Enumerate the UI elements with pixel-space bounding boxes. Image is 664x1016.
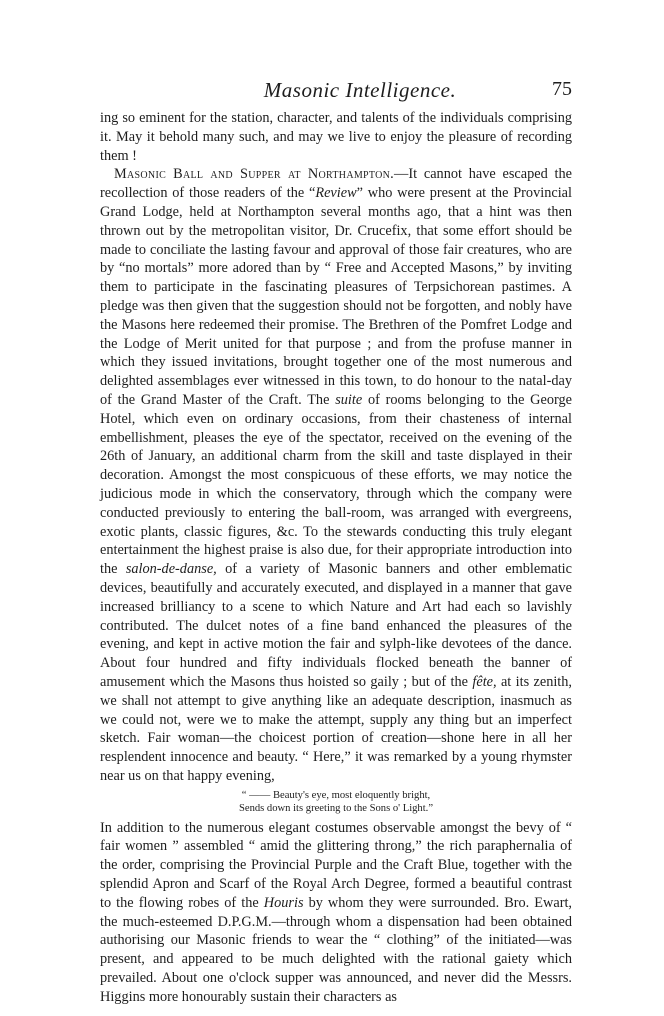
italic-houris: Houris [263,894,304,911]
italic-fete: fête, [472,673,497,690]
paragraph-masonic-ball [100,165,572,785]
paragraph-text: —It cannot have escaped the recollection of those readers of the “ [100,166,572,202]
running-title: Masonic Intelligence. [263,78,457,102]
page-header [100,78,572,106]
article-body [100,109,572,1007]
page-number: 75 [552,78,572,100]
paragraph-text: ” who were present at the Provincial Grand Lodge, held at Northampton several months ago, that a hint was then thrown out by the metropolitan visitor, Dr. Crucefix, that some effort should be made to conciliate the lasting favour and approval of those fair creatures, who are by “no mortals” more adored than by “ Free and Accepted Masons,” by inviting them to participate in the fascinating pleasures of Terpsichorean pastimes. A pledge was then given that the suggestion should not be forgotten, and nobly have the Masons here redeemed their promise. The Brethren of the Pomfret Lodge and the Lodge of Merit united for that purpose ; and from the profuse manner in which they issued invitations, brought together one of the most numerous and delighted assemblages ever witnessed in this town, to do honour to the natal-day of the Grand Master of the Craft. The [100,185,572,408]
verse-line: Sends down its greeting to the Sons o' Light.” [238,802,434,814]
paragraph-text: In addition to the numerous elegant costumes observable amongst the bevy of “ fair women ” assembled “ amid the glittering throng,” the rich paraphernalia of the order, comprising the Provincial Purple and the Craft Blue, together with the splendid Apron and Scarf of the Royal Arch Degree, formed a beautiful contrast to the flowing robes of the [100,819,572,911]
section-heading: Masonic Ball and Supper at Northampton. [114,166,395,183]
paragraph-text: ing so eminent for the station, character, and talents of the individuals comprising it. May it behold many such, and may we live to enjoy the pleasure of recording them ! [100,110,572,164]
paragraph-text: at its zenith, we shall not attempt to give anything like an adequate description, inasmuch as we could not, were we to make the attempt, supply any thing but an imperfect sketch. Fair woman—the choicest portion of creation—shone here in all her resplendent innocence and beauty. “ Here,” it was remarked by a young rhymster near us on that happy evening, [100,673,573,784]
paragraph-continuation [100,109,572,165]
verse-line: “ —— Beauty's eye, most eloquently bright, [241,789,431,801]
paragraph-costumes [100,819,572,1007]
italic-salon: salon-de-danse, [125,561,217,578]
italic-suite: suite [335,391,363,408]
paragraph-text: by whom they were surrounded. Bro. Ewart, the much-esteemed D.P.G.M.—through whom a dispensation had been obtained authorising our Masonic friends to wear the “ clothing” of the initiated—was present, and appeared to be much delighted with the rational gaiety which prevailed. About one o'clock supper was announced, and never did the Messrs. Higgins more honourably sustain their characters as [100,894,572,1005]
paragraph-text: of a variety of Masonic banners and other emblematic devices, beautifully and accurately executed, and displayed in a manner that gave increased brilliancy to a scene to which Nature and Art had each so lavishly contributed. The dulcet notes of a fine band enhanced the pleasures of the evening, and kept in active motion the fair and sylph-like devotees of the dance. About four hundred and fifty individuals flocked beneath the banner of amusement which the Masons thus hoisted so gaily ; but of the [100,561,573,690]
italic-review: Review [315,185,357,202]
paragraph-text: of rooms belonging to the George Hotel, which even on ordinary occasions, from their chasteness of internal embellishment, pleases the eye of the spectator, received on the evening of the 26th of January, an additional charm from the skill and taste displayed in their decoration. Amongst the most conspicuous of these efforts, we may notice the judicious mode in which the conservatory, through which the company were conducted previously to entering the ball-room, was arranged with evergreens, exotic plants, classic figures, &c. To the stewards conducting this truly elegant entertainment the highest praise is also due, for their appropriate introduction into the [100,391,572,578]
verse-quote [100,789,572,815]
